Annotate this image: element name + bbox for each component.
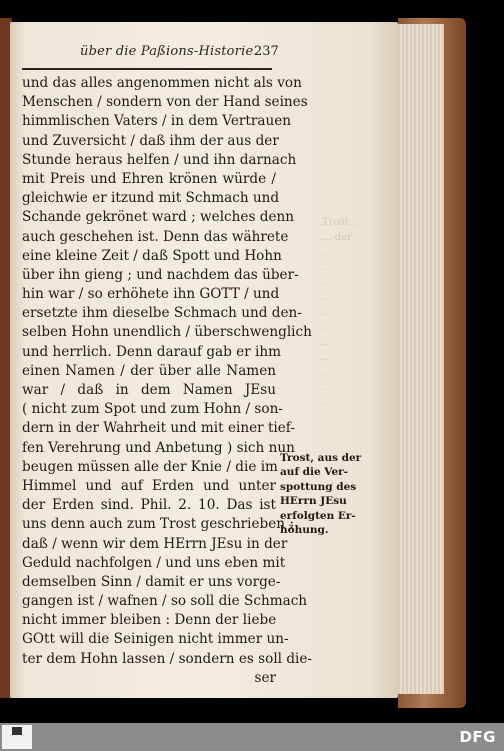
text-line: der Erden sind. Phil. 2. 10. Das ist <box>22 497 276 514</box>
page-edges <box>392 24 444 694</box>
margin-note-line: höhung. <box>280 524 329 537</box>
text-line: Himmel und auf Erden und unter <box>22 477 276 494</box>
text-line: und herrlich. Denn darauf gab er ihm <box>22 343 282 360</box>
text-line: dern in der Wahrheit und mit einer tief- <box>22 420 295 437</box>
foundation-emblem-icon <box>12 727 22 735</box>
text-line: Stunde heraus helfen / und ihn darnach <box>22 151 297 168</box>
text-line: eine kleine Zeit / daß Spott und Hohn <box>22 247 282 264</box>
text-line: nicht immer bleiben : Denn der liebe <box>22 612 277 629</box>
text-line: uns denn auch zum Trost geschrieben ; <box>22 516 294 533</box>
text-line: Geduld nachfolgen / und uns eben mit <box>22 554 286 571</box>
header-rule <box>22 68 272 70</box>
margin-note <box>280 451 360 537</box>
text-line: gangen ist / wafnen / so soll die Schmach <box>22 593 308 610</box>
text-line: gleichwie er itzund mit Schmach und <box>22 190 280 207</box>
text-line: einen Namen / der über alle Namen <box>22 362 276 379</box>
running-head: über die Paßions-Historie. <box>80 44 258 59</box>
text-line: über ihn gieng ; und nachdem das über- <box>22 266 299 283</box>
margin-note-line: spottung des <box>280 480 357 493</box>
margin-note-line: HErrn JEsu <box>280 495 347 508</box>
text-line: ( nicht zum Spot und zum Hohn / son- <box>22 401 283 418</box>
footer-bar <box>0 723 504 751</box>
text-line: GOtt will die Seinigen nicht immer un- <box>22 631 289 648</box>
margin-note-line: erfolgten Er- <box>280 509 356 522</box>
text-line: und Zuversicht / daß ihm der aus der <box>22 132 279 149</box>
text-line: auch geschehen ist. Denn das währete <box>22 228 289 245</box>
text-line: und das alles angenommen nicht als von <box>22 75 302 91</box>
margin-note-line: Trost, aus der <box>280 452 362 464</box>
text-line: ter dem Hohn lassen / sondern es soll die- <box>22 650 313 667</box>
text-line: daß / wenn wir dem HErrn JEsu in der <box>22 535 288 552</box>
text-line: mit Preis und Ehren krönen würde / <box>22 170 276 187</box>
text-line: Schande gekrönet ward ; welches denn <box>22 209 295 226</box>
margin-note-line: auf die Ver- <box>280 466 349 479</box>
text-line: ser <box>254 669 276 686</box>
text-line: demselben Sinn / damit er uns vorge- <box>22 573 281 590</box>
text-line: hin war / so erhöhete ihn GOTT / und <box>22 286 280 303</box>
text-line: war / daß in dem Namen JEsu <box>22 382 276 398</box>
dfg-logo: DFG <box>459 728 496 746</box>
text-line: himmlischen Vaters / in dem Vertrauen <box>22 113 292 130</box>
text-line: beugen müssen alle der Knie / die im <box>22 458 278 475</box>
bleed-through-text: Trost, ... ... der ... ... ... ... ... ... ... ... ... ... ... <box>322 217 365 408</box>
text-line: ersetzte ihm dieselbe Schmach und den- <box>22 305 302 322</box>
text-line: selben Hohn unendlich / überschwenglich <box>22 324 312 341</box>
page-number: 237 <box>254 44 279 59</box>
text-line: fen Verehrung und Anbetung ) sich nun <box>22 439 295 456</box>
franckesche-stiftungen-logo <box>2 725 32 749</box>
text-line: Menschen / sondern von der Hand seines <box>22 94 308 111</box>
